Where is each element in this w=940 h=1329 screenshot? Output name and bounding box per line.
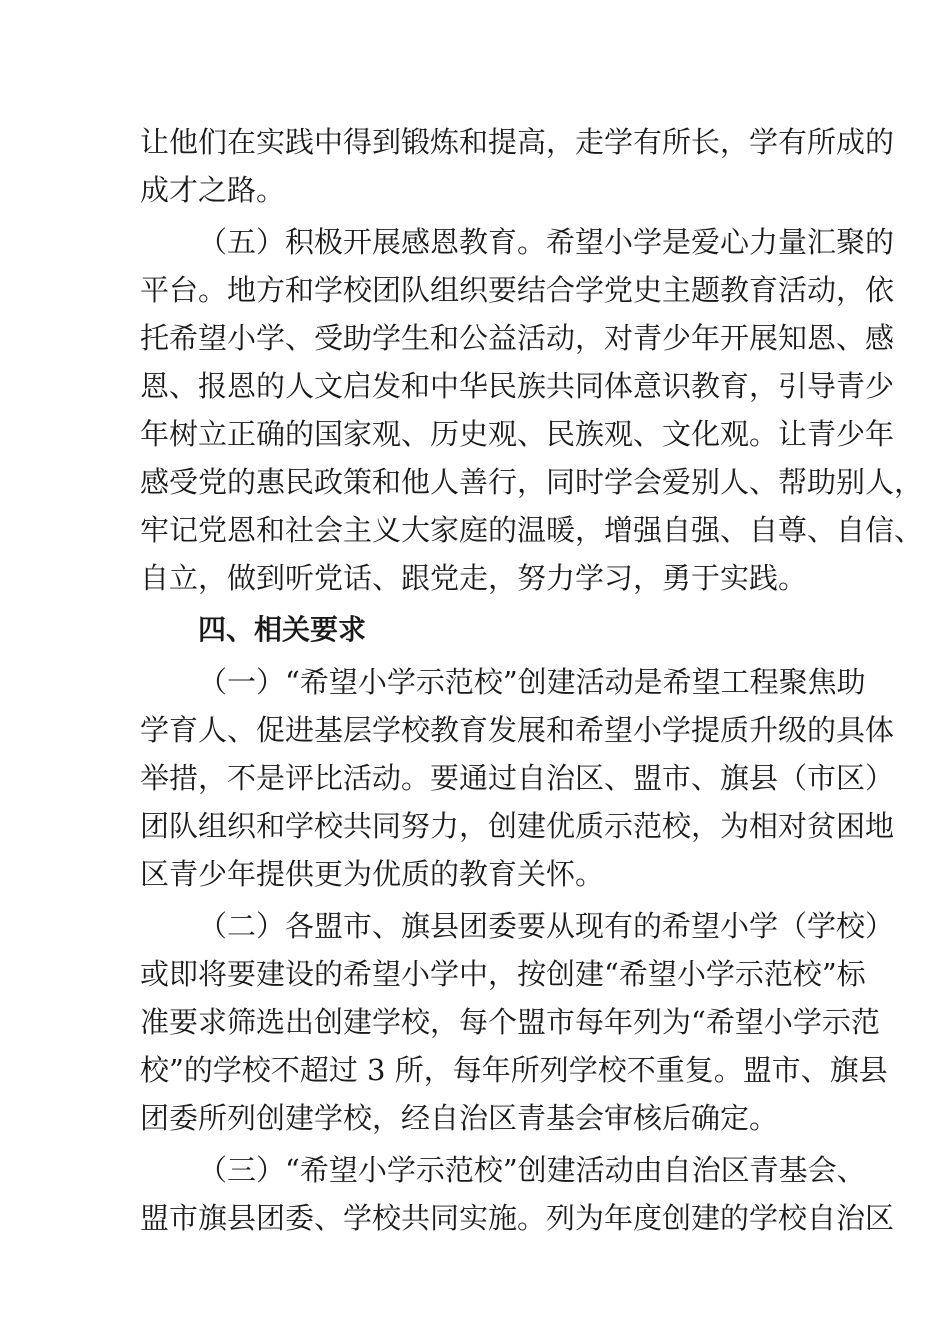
body-text-line: 准要求筛选出创建学校，每个盟市每年列为“希望小学示范: [140, 1005, 880, 1039]
body-text-line: 盟市旗县团委、学校共同实施。列为年度创建的学校自治区: [140, 1201, 895, 1235]
paragraph-first-line: （二）各盟市、旗县团委要从现有的希望小学（学校）: [198, 909, 895, 943]
body-text-line: 团委所列创建学校，经自治区青基会审核后确定。: [140, 1101, 779, 1135]
body-text-line: 或即将要建设的希望小学中，按创建“希望小学示范校”标: [140, 957, 866, 991]
paragraph-first-line: （一）“希望小学示范校”创建活动是希望工程聚焦助: [198, 665, 866, 699]
paragraph-first-line: （五）积极开展感恩教育。希望小学是爱心力量汇聚的: [198, 225, 895, 259]
body-text-line: 学育人、促进基层学校教育发展和希望小学提质升级的具体: [140, 713, 895, 747]
section-heading: 四、相关要求: [198, 613, 367, 646]
body-text-line: 年树立正确的国家观、历史观、民族观、文化观。让青少年: [140, 417, 895, 451]
body-text-line: 让他们在实践中得到锻炼和提高，走学有所长，学有所成的: [140, 125, 895, 159]
body-text-line: 自立，做到听党话、跟党走，努力学习，勇于实践。: [140, 561, 808, 595]
paragraph-first-line: （三）“希望小学示范校”创建活动由自治区青基会、: [198, 1153, 866, 1187]
body-text-line: 校”的学校不超过 3 所，每年所列学校不重复。盟市、旗县: [140, 1053, 888, 1087]
body-text-line: 托希望小学、受助学生和公益活动，对青少年开展知恩、感: [140, 321, 895, 355]
body-text-line: 区青少年提供更为优质的教育关怀。: [140, 857, 605, 891]
body-text-line: 举措，不是评比活动。要通过自治区、盟市、旗县（市区）: [140, 761, 895, 795]
body-text-line: 恩、报恩的人文启发和中华民族共同体意识教育，引导青少: [140, 369, 895, 403]
body-text-line: 成才之路。: [140, 173, 286, 207]
body-text-line: 平台。地方和学校团队组织要结合学党史主题教育活动，依: [140, 273, 895, 307]
body-text-line: 团队组织和学校共同努力，创建优质示范校，为相对贫困地: [140, 809, 895, 843]
body-text-line: 牢记党恩和社会主义大家庭的温暖，增强自强、自尊、自信、: [140, 513, 924, 547]
body-text-line: 感受党的惠民政策和他人善行，同时学会爱别人、帮助别人，: [140, 465, 924, 499]
